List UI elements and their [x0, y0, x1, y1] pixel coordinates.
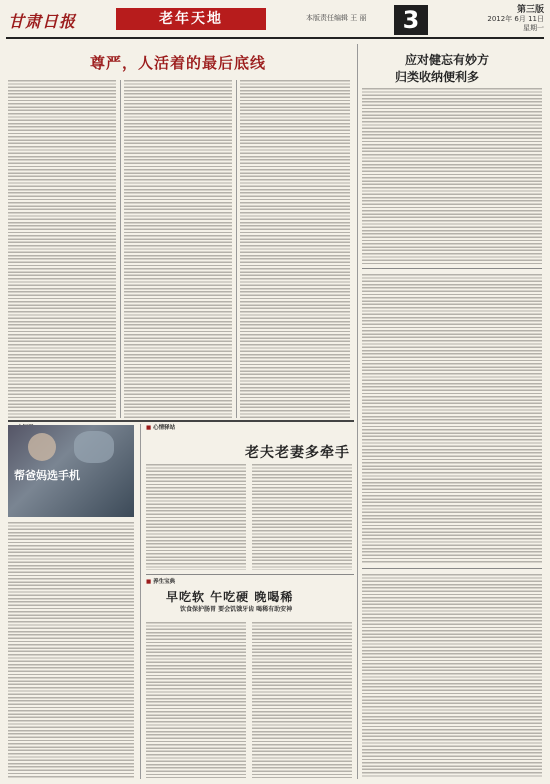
- page-number: 3: [394, 5, 428, 35]
- issue-weekday: 星期一: [523, 24, 544, 32]
- section-tag-center: ■ 心情驿站: [146, 423, 175, 431]
- column-divider: [140, 424, 141, 779]
- phone-photo: [8, 425, 134, 517]
- right-divider: [362, 268, 542, 269]
- main-article-col-3: [240, 80, 350, 418]
- right-article-text-1: [362, 88, 542, 264]
- right-column-divider: [357, 44, 358, 779]
- photo-figure: [74, 431, 114, 463]
- couple-headline: 老夫老妻多牵手: [245, 445, 350, 461]
- section-divider: [146, 574, 354, 575]
- edition-label: 第三版: [516, 5, 544, 15]
- couple-article-col-2: [252, 464, 352, 570]
- column-divider: [120, 80, 121, 418]
- section-tag-health: ■ 养生宝典: [146, 577, 175, 585]
- right-headline-1: 应对健忘有妙方: [405, 53, 490, 67]
- main-article-col-2: [124, 80, 232, 418]
- couple-article-col-1: [146, 464, 246, 570]
- right-headline-2: 归类收纳便利多: [395, 70, 480, 84]
- right-article-text-3: [362, 574, 542, 778]
- issue-info: [436, 6, 544, 33]
- photo-caption: 帮爸妈选手机: [14, 469, 80, 482]
- photo-figure: [28, 433, 56, 461]
- food-subheadline: 饮食保护肠胃 要会饥饿牙齿 喝稀有助安神: [180, 606, 293, 613]
- header-rule: [6, 37, 544, 39]
- food-article-col-2: [252, 622, 352, 778]
- food-headline: 早吃软 午吃硬 晚喝稀: [166, 590, 294, 604]
- editor-credit: 本版责任编辑 王 丽: [306, 14, 367, 22]
- masthead: [6, 4, 544, 38]
- issue-date: 2012年 6月 11日: [487, 15, 544, 23]
- main-headline: 尊严，人活着的最后底线: [90, 54, 267, 72]
- section-title: 老年天地: [116, 8, 266, 30]
- newspaper-logo: 甘肃日报: [8, 12, 77, 31]
- main-article-col-1: [8, 80, 116, 418]
- food-article-col-1: [146, 622, 246, 778]
- column-divider: [236, 80, 237, 418]
- section-divider: [8, 420, 354, 422]
- right-divider: [362, 568, 542, 569]
- left-article-text: [8, 522, 134, 778]
- right-article-text-2: [362, 274, 542, 564]
